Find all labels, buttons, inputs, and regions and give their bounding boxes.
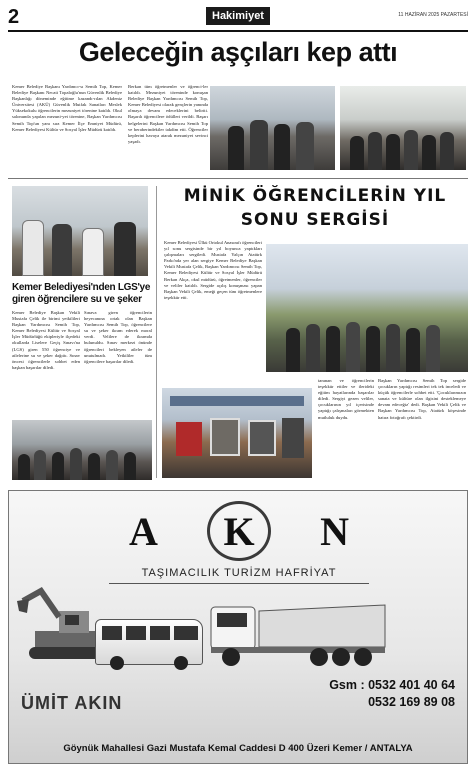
masthead-logo: Hakimiyet bbox=[206, 7, 270, 25]
story1-photo-award bbox=[210, 86, 335, 170]
story2-photo-crowd bbox=[12, 420, 152, 480]
story3-photo-group bbox=[266, 244, 468, 372]
owner-name: ÜMİT AKIN bbox=[21, 693, 123, 713]
bus-image bbox=[95, 619, 203, 665]
story3-photo-exhibition bbox=[162, 388, 312, 478]
page-header bbox=[8, 6, 468, 30]
story2-photo-distribution bbox=[12, 186, 148, 276]
ad-tagline: TAŞIMACILIK TURİZM HAFRİYAT bbox=[141, 567, 337, 579]
contact-phones bbox=[329, 677, 455, 711]
logo-letter-a: A bbox=[129, 509, 158, 554]
story3-headline: MİNİK ÖĞRENCİLERİN YIL SONU SERGİSİ bbox=[183, 186, 447, 230]
header-rule bbox=[8, 30, 468, 32]
story2-column-1: Kemer Belediye Başkan Vekili Mustafa Çelik ile birimi yetkilileri Başkan Yardımcısı Semih Top, Kemer Belediyesi Kültür ve Sosyal İşler Müdürlüğü ekipleriyle ilçedeki okullarda Liselere Geçiş Sınavı'na (LGS) giren 550 öğrenciye ve ailelerine su ve şeker dağıttı. Sınav öncesi öğrencilerle sohbet eden başkan başarılar diledi. bbox=[12, 310, 80, 370]
phone-1: Gsm : 0532 401 40 64 bbox=[329, 678, 455, 692]
story3-column-3: Başkan Yardımcısı Semih Top sergide çocukların yaptığı resimleri tek tek inceledi ve küçük öğrencilerle sohbet etti. 'Çocuklarımızın sanata ve kültüre olan ilgisini desteklemeye devam edeceğiz' dedi. Başkan Vekili Çelik ve Başkan Yardımcısı Top, Atatürk köşesinde hatıra fotoğrafı çektirdi. bbox=[378, 378, 466, 420]
phone-2: 0532 169 89 08 bbox=[368, 695, 455, 709]
akn-logo bbox=[129, 501, 349, 561]
story1-headline: Geleceğin aşçıları kep attı bbox=[78, 37, 398, 67]
story3-column-2: tanınan ve öğrencilerin teşekkür ettiler ve ilerideki eğitim hayatlarında başarılar diledi. Sergiyi gezen veliler, çocuklarının yıl içerisinde yaptığı çalışmaları görmekten mutluluk duydu. bbox=[318, 378, 374, 420]
tagline-rule bbox=[109, 583, 369, 584]
story1-column-2: Berkan tüm öğretmenler ve öğrenci-ler katıldı. Mezuniyet töreninde konuşan Belediye Başkan Yardımcısı Semih Top, Kemer Belediyesi olarak gençlerin yanında olmaya devam edeceklerini belirtti. Başarılı öğrencilere ödülleri verildi. Başarı belgelerini Başkan Yardımcısı Semih Top ve beraberindekiler takdim etti. Öğrenciler keplerini havaya atarak mezuniyet sevinci yaşadı. bbox=[128, 84, 208, 144]
section-divider bbox=[8, 178, 468, 179]
story2-headline: Kemer Belediyesi'nden LGS'ye giren öğrencilere su ve şeker bbox=[12, 282, 151, 305]
story1-column-1: Kemer Belediye Başkanı Yardımcı-sı Semih Top, Kemer Belediye Başkanı Necati Topaloğlu'nun Güvenlik Belediye Başkanlığı döneminde eğitime kazandı-rılan Akdeniz Üniversitesi (AKÜ) Güvenlik Mutfak Sanatları Meslek Yüksekokulu öğrencilerin mezuniyet törenine katıldı. Okul salonunda yapılan mezuni-yet törenine, Başkan Yardımcısı Semih Top'un yanı sıra Kemer İlçe Emniyet Müdürü, Kemer Belediyesi Kültür ve Sosyal İşler Müdürü katıldı. bbox=[12, 84, 122, 132]
story1-photo-graduates bbox=[340, 86, 466, 170]
ad-address: Göynük Mahallesi Gazi Mustafa Kemal Caddesi D 400 Üzeri Kemer / ANTALYA bbox=[63, 743, 413, 754]
logo-letter-k: K bbox=[223, 509, 255, 554]
page-number: 2 bbox=[8, 6, 20, 28]
story2-column-2: Sınava giren öğrencilerin heyecanına ortak olan Başkan Yardımcısı Semih Top, öğrencilere su ve şeker ikram ederek moral verdi. Velilere de ikramda bulunuldu. Sınav merkezi önünde öğrencileri bekleyen aileler de unutulmadı. Yetkililer tüm öğrencilere başarılar diledi. bbox=[84, 310, 152, 364]
story3-column-1: Kemer Belediyesi Ülkü Ortokul Anasınıfı öğrencileri yıl sonu sergisinde bir yıl boyunca yaptıkları çalışmaları sergiledi. Mustafa Yalçın Atatürk Parkı'nda yer alan sergiye Kemer Belediye Başkan Vekili Mustafa Çelik, Başkan Yardımcısı Semih Top, Kemer Belediyesi Kültür ve Sosyal İşler Müdürü Berkan Akça, okul müdürü, öğretmenler, öğrenciler ve veliler katıldı. Sergide açılış konuşması yapan Başkan Vekili Çelik, emeği geçen tüm öğretmenlere teşekkür etti. bbox=[164, 240, 262, 300]
advertisement bbox=[8, 490, 468, 764]
dateline: 11 HAZİRAN 2025 PAZARTESİ bbox=[398, 12, 468, 18]
dump-truck-image bbox=[209, 599, 389, 669]
logo-letter-n: N bbox=[320, 509, 349, 554]
column-rule bbox=[156, 186, 157, 478]
